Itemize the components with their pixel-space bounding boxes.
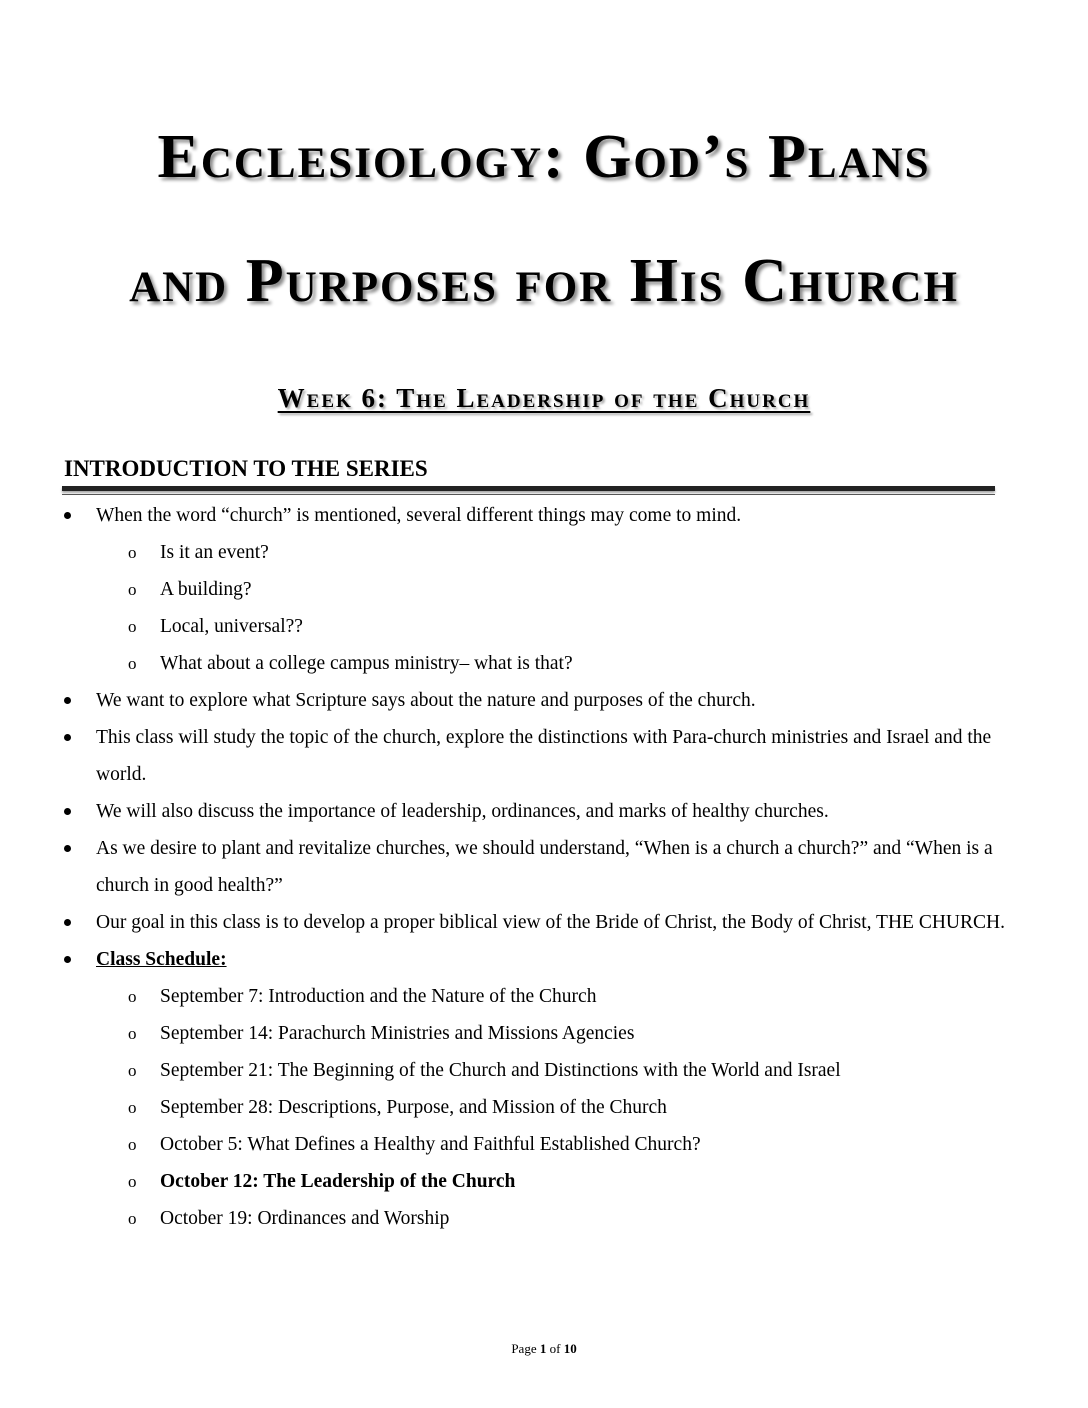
sub-bullet-icon: o [128,580,137,599]
document-title-line-1: Ecclesiology: God’s Plans [157,123,931,191]
bullet-icon [64,956,71,963]
sub-bullet-icon: o [128,543,137,562]
schedule-item-text: October 5: What Defines a Healthy and Faithful Established Church? [160,1134,701,1155]
list-item [0,719,1088,793]
list-item [0,793,1088,830]
sub-list-item [0,645,1088,682]
bullet-text: Our goal in this class is to develop a proper biblical view of the Bride of Christ, the Body of Christ, THE CHURCH. [96,912,1005,933]
page-of-label: of [546,1341,564,1356]
section-rule [62,486,995,491]
schedule-item [0,1126,1088,1163]
bullet-text: As we desire to plant and revitalize churches, we should understand, “When is a church a church?” and “When is a church in good health?” [96,838,993,896]
sub-bullet-icon: o [128,1209,137,1228]
section-rule-thin [62,494,995,495]
list-item [0,830,1088,904]
bullet-text: When the word “church” is mentioned, several different things may come to mind. [96,505,742,526]
sub-bullet-icon: o [128,617,137,636]
schedule-item [0,978,1088,1015]
document-title-line-2: and Purposes for His Church [129,247,959,315]
page-total: 10 [563,1341,577,1356]
sub-bullet-icon: o [128,1024,137,1043]
intro-bullet-list [0,497,1088,1237]
sub-bullet-text: Local, universal?? [160,616,303,637]
bullet-text: This class will study the topic of the church, explore the distinctions with Para-church ministries and Israel and the world. [96,727,992,785]
bullet-text: We will also discuss the importance of leadership, ordinances, and marks of healthy churches. [96,801,829,822]
sub-bullet-text: Is it an event? [160,542,269,563]
schedule-item-text: October 19: Ordinances and Worship [160,1208,450,1229]
schedule-item [0,1015,1088,1052]
bullet-icon [64,734,71,741]
schedule-item-text: September 14: Parachurch Ministries and Missions Agencies [160,1023,635,1044]
schedule-item-current [0,1163,1088,1200]
sub-bullet-icon: o [128,1172,137,1191]
schedule-item-text: September 7: Introduction and the Nature of the Church [160,986,597,1007]
sub-bullet-icon: o [128,1135,137,1154]
bullet-icon [64,845,71,852]
sub-list-item [0,608,1088,645]
schedule-item-text: October 12: The Leadership of the Church [160,1171,516,1192]
bullet-text: We want to explore what Scripture says about the nature and purposes of the church. [96,690,756,711]
class-schedule-label: Class Schedule: [96,949,227,970]
sub-bullet-text: A building? [160,579,252,600]
page-footer [0,1341,1088,1357]
sub-bullet-icon: o [128,1061,137,1080]
list-item [0,941,1088,978]
schedule-item-text: September 21: The Beginning of the Church and Distinctions with the World and Israel [160,1060,841,1081]
week-heading: Week 6: The Leadership of the Church [277,383,811,413]
sub-bullet-icon: o [128,987,137,1006]
bullet-icon [64,697,71,704]
page-label: Page [511,1341,540,1356]
page-number: 1 [539,1341,547,1356]
sub-list-item [0,571,1088,608]
list-item [0,904,1088,941]
schedule-item [0,1089,1088,1126]
list-item [0,682,1088,719]
bullet-icon [64,808,71,815]
schedule-item [0,1052,1088,1089]
list-item [0,497,1088,534]
sub-list-item [0,534,1088,571]
bullet-icon [64,512,71,519]
bullet-icon [64,919,71,926]
schedule-item [0,1200,1088,1237]
section-heading: INTRODUCTION TO THE SERIES [64,456,428,481]
sub-bullet-icon: o [128,1098,137,1117]
sub-bullet-icon: o [128,654,137,673]
sub-bullet-text: What about a college campus ministry– what is that? [160,653,573,674]
schedule-item-text: September 28: Descriptions, Purpose, and Mission of the Church [160,1097,667,1118]
